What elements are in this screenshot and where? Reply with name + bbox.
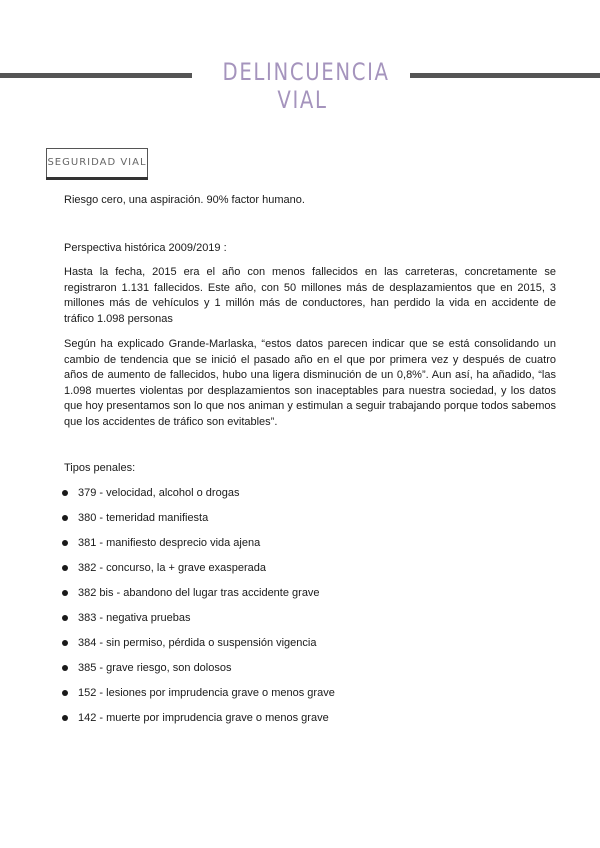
list-item xyxy=(62,536,335,561)
intro-text: Riesgo cero, una aspiración. 90% factor humano. xyxy=(64,194,305,206)
bullet-icon xyxy=(62,690,68,696)
list-item-text: 142 - muerte por imprudencia grave o menos grave xyxy=(78,712,329,724)
list-item-text: 385 - grave riesgo, son dolosos xyxy=(78,662,232,674)
page-title: DELINCUENCIA VIAL xyxy=(222,58,390,114)
bullet-icon xyxy=(62,715,68,721)
list-item-text: 379 - velocidad, alcohol o drogas xyxy=(78,487,240,499)
bullet-icon xyxy=(62,615,68,621)
title-bar xyxy=(0,58,600,114)
list-item xyxy=(62,486,335,511)
list-item xyxy=(62,561,335,586)
paragraph-statistics: Hasta la fecha, 2015 era el año con menos fallecidos en las carreteras, concretamente se registraron 1.131 fallecidos. Este año, con 50 millones más de desplazamientos que en 2015, 3 millones más de vehículos y 1 millón más de conductores, han perdido la vida en accidente de tráfico 1.098 personas xyxy=(64,266,556,325)
title-rule-right xyxy=(410,73,600,78)
perspective-heading: Perspectiva histórica 2009/2019 : xyxy=(64,242,227,254)
list-item xyxy=(62,636,335,661)
list-item xyxy=(62,511,335,536)
bullet-icon xyxy=(62,565,68,571)
list-item-text: 383 - negativa pruebas xyxy=(78,612,191,624)
list-item xyxy=(62,586,335,611)
penal-heading: Tipos penales: xyxy=(64,462,136,474)
bullet-icon xyxy=(62,490,68,496)
bullet-icon xyxy=(62,515,68,521)
bullet-icon xyxy=(62,640,68,646)
list-item xyxy=(62,686,335,711)
list-item xyxy=(62,661,335,686)
bullet-icon xyxy=(62,665,68,671)
list-item-text: 382 bis - abandono del lugar tras accidente grave xyxy=(78,587,320,599)
title-rule-left xyxy=(0,73,192,78)
bullet-icon xyxy=(62,590,68,596)
list-item-text: 384 - sin permiso, pérdida o suspensión vigencia xyxy=(78,637,317,649)
list-item xyxy=(62,711,335,736)
bullet-icon xyxy=(62,540,68,546)
penal-list xyxy=(62,486,335,736)
list-item-text: 380 - temeridad manifiesta xyxy=(78,512,209,524)
section-label: SEGURIDAD VIAL xyxy=(46,148,148,178)
list-item xyxy=(62,611,335,636)
paragraph-quote: Según ha explicado Grande-Marlaska, “estos datos parecen indicar que se está consolidando un cambio de tendencia que se inició el pasado año en el que por primera vez y después de cuatro años de aumento de fallecidos, hubo una ligera disminución de un 0,8%”. Aun así, ha añadido, “las 1.098 muertes violentas por desplazamientos son inaceptables para nuestra sociedad, y los datos que hoy presentamos son lo que nos animan y estimulan a seguir trabajando porque todos sabemos que los accidentes de tráfico son evitables”. xyxy=(64,338,556,428)
list-item-text: 381 - manifiesto desprecio vida ajena xyxy=(78,537,261,549)
list-item-text: 382 - concurso, la + grave exasperada xyxy=(78,562,267,574)
list-item-text: 152 - lesiones por imprudencia grave o menos grave xyxy=(78,687,335,699)
